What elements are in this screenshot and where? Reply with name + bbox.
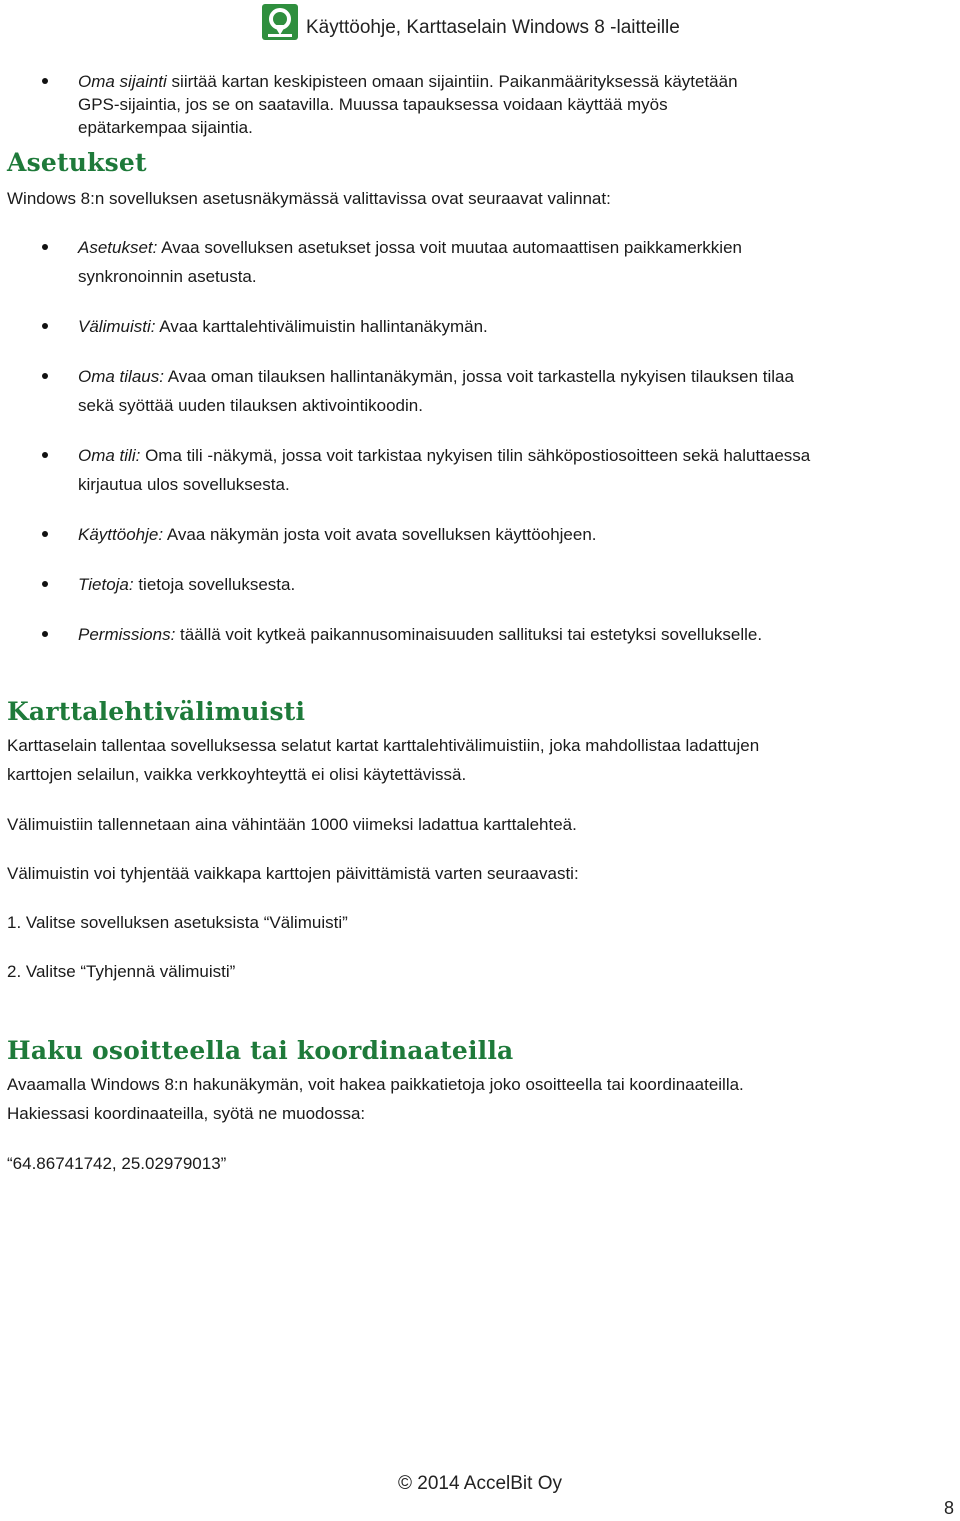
search-line2: Hakiessasi koordinaateilla, syötä ne muodossa: [7, 1104, 366, 1123]
bullet-label: Tietoja: [78, 575, 134, 594]
bullet-text-line3: epätarkempaa sijaintia. [78, 118, 253, 137]
bullet-label: Välimuisti: [78, 317, 156, 336]
bullet-label: Käyttöohje: [78, 525, 164, 544]
bullet-text: Oma tili -näkymä, jossa voit tarkistaa nykyisen tilin sähköpostiosoitteen sekä haluttaessa [140, 446, 811, 465]
cache-step-1: 1. Valitse sovelluksen asetuksista “Välimuisti” [7, 913, 348, 932]
settings-list [0, 233, 960, 649]
page-number: 8 [943, 1498, 954, 1518]
bullet-text-line2: synkronoinnin asetusta. [78, 267, 257, 286]
bullet-icon [42, 244, 48, 250]
bullet-text: Avaa oman tilauksen hallintanäkymän, jossa voit tarkastella nykyisen tilauksen tilaa [163, 367, 794, 386]
list-item [0, 570, 960, 599]
search-heading: Haku osoitteella tai koordinaateilla [7, 1036, 514, 1065]
bullet-icon [42, 323, 48, 329]
bullet-text-line2: sekä syöttää uuden tilauksen aktivointikoodin. [78, 396, 423, 415]
cache-step-2: 2. Valitse “Tyhjennä välimuisti” [7, 962, 236, 981]
search-line1: Avaamalla Windows 8:n hakunäkymän, voit hakea paikkatietoja joko osoitteella tai koordinaateilla. [7, 1075, 744, 1094]
bullet-text: täällä voit kytkeä paikannusominaisuuden sallituksi tai estetyksi sovellukselle. [175, 625, 763, 644]
settings-intro: Windows 8:n sovelluksen asetusnäkymässä valittavissa ovat seuraavat valinnat: [7, 189, 611, 208]
bullet-text: siirtää kartan keskipisteen omaan sijaintiin. Paikanmäärityksessä käytetään [166, 72, 738, 91]
bullet-label: Asetukset: [78, 238, 158, 257]
bullet-label: Oma tilaus: [78, 367, 164, 386]
cache-paragraph-1 [7, 731, 947, 789]
list-item [0, 441, 960, 499]
intro-bullet-block [0, 70, 960, 139]
bullet-icon [42, 581, 48, 587]
cache-heading: Karttalehtivälimuisti [7, 697, 306, 726]
search-paragraph [7, 1070, 947, 1128]
cache-paragraph-2: Välimuistiin tallennetaan aina vähintään 1000 viimeksi ladattua karttalehteä. [7, 815, 577, 834]
cache-p1-line1: Karttaselain tallentaa sovelluksessa selatut kartat karttalehtivälimuistiin, joka mahdollistaa ladattujen [7, 736, 760, 755]
bullet-label: Permissions: [78, 625, 176, 644]
bullet-icon [42, 452, 48, 458]
cache-paragraph-3: Välimuistin voi tyhjentää vaikkapa karttojen päivittämistä varten seuraavasti: [7, 864, 579, 883]
bullet-label: Oma sijainti [78, 72, 167, 91]
bullet-text-line2: kirjautua ulos sovelluksesta. [78, 475, 290, 494]
list-item [0, 520, 960, 549]
list-item [0, 233, 960, 291]
bullet-text: Avaa karttalehtivälimuistin hallintanäkymän. [155, 317, 488, 336]
bullet-icon [42, 631, 48, 637]
header-title: Käyttöohje, Karttaselain Windows 8 -laitteille [306, 17, 680, 38]
bullet-label: Oma tili: [78, 446, 141, 465]
bullet-text: Avaa näkymän josta voit avata sovelluksen käyttöohjeen. [163, 525, 597, 544]
settings-heading: Asetukset [7, 148, 147, 177]
map-pin-logo-icon [262, 4, 298, 40]
bullet-text: tietoja sovelluksesta. [133, 575, 296, 594]
page-header [262, 0, 680, 44]
bullet-text-line2: GPS-sijaintia, jos se on saatavilla. Muussa tapauksessa voidaan käyttää myös [78, 95, 668, 114]
list-item [0, 362, 960, 420]
bullet-icon [42, 531, 48, 537]
coordinate-example: “64.86741742, 25.02979013” [7, 1154, 227, 1173]
bullet-text: Avaa sovelluksen asetukset jossa voit muutaa automaattisen paikkamerkkien [157, 238, 742, 257]
cache-p1-line2: karttojen selailun, vaikka verkkoyhteyttä ei olisi käytettävissä. [7, 765, 467, 784]
list-item [0, 312, 960, 341]
list-item [0, 620, 960, 649]
footer-copyright: © 2014 AccelBit Oy [398, 1473, 562, 1494]
list-item [0, 70, 960, 139]
bullet-icon [42, 373, 48, 379]
bullet-icon [42, 78, 48, 84]
